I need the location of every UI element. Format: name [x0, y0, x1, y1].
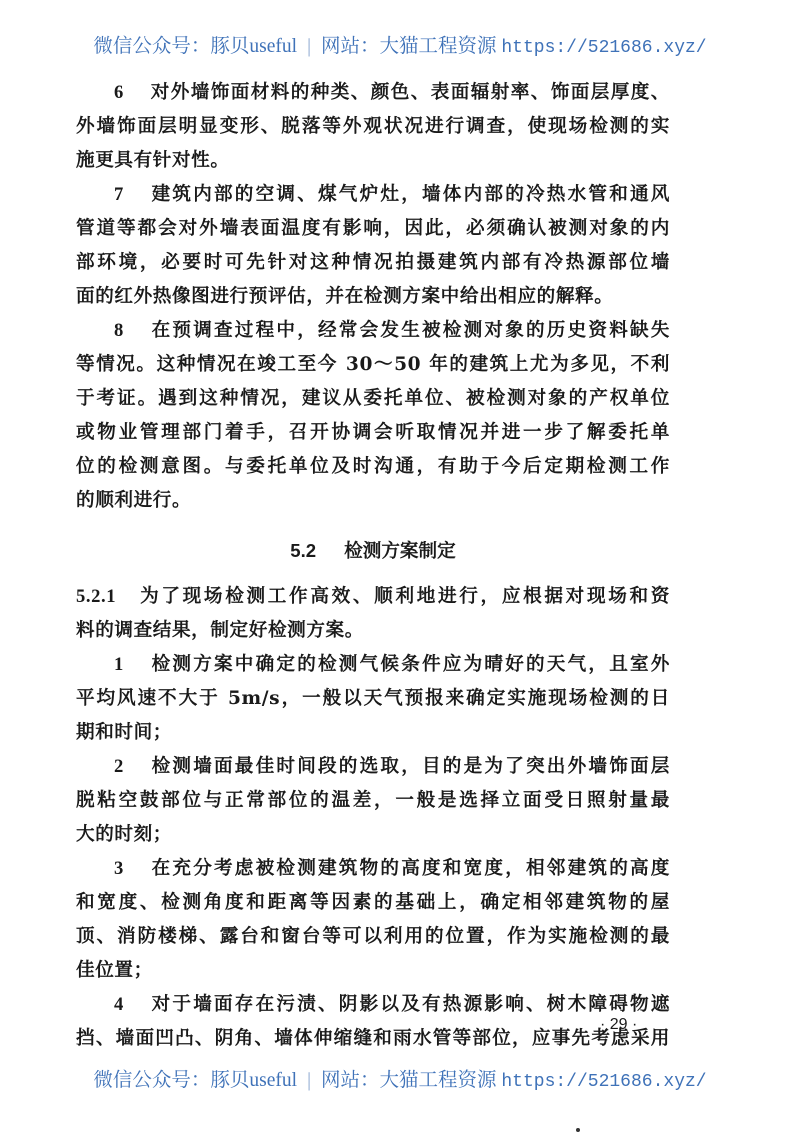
watermark-url[interactable]: https://521686.xyz/ — [501, 38, 707, 58]
scan-artifact-dot — [576, 1128, 580, 1132]
item-text-line: 面的红外热像图进行预评估，并在检测方案中给出相应的解释。 — [76, 286, 614, 307]
item-text-line: 等情况。这种情况在竣工至今 30～50 年的建筑上尤为多见，不利 — [76, 354, 670, 375]
list-item-1 — [76, 648, 670, 750]
watermark-site-label: 网站：大猫工程资源 — [320, 1070, 497, 1091]
watermark-separator: | — [307, 36, 311, 57]
list-item-3 — [76, 852, 670, 988]
watermark-header — [0, 30, 800, 58]
page-number: · 29 · — [600, 1016, 638, 1033]
clause-text-line: 为了现场检测工作高效、顺利地进行，应根据对现场和资 — [138, 586, 670, 607]
item-text-line: 或物业管理部门着手，召开协调会听取情况并进一步了解委托单 — [76, 422, 670, 443]
item-text-line: 平均风速不大于 5m/s，一般以天气预报来确定实施现场检测的日 — [76, 688, 670, 709]
item-number: 7 — [114, 184, 124, 205]
item-text-line: 部环境，必要时可先针对这种情况拍摄建筑内部有冷热源部位墙 — [76, 252, 670, 273]
item-text-line: 和宽度、检测角度和距离等因素的基础上，确定相邻建筑物的屋 — [76, 892, 670, 913]
item-text-line: 建筑内部的空调、煤气炉灶，墙体内部的冷热水管和通风 — [150, 184, 670, 205]
item-text-line: 于考证。遇到这种情况，建议从委托单位、被检测对象的产权单位 — [76, 388, 670, 409]
item-text-line: 挡、墙面凹凸、阴角、墙体伸缩缝和雨水管等部位，应事先考虑采用 — [76, 1028, 670, 1049]
watermark-separator: | — [307, 1070, 311, 1091]
watermark-wechat-text: 微信公众号：豚贝useful — [93, 1070, 298, 1091]
watermark-url[interactable]: https://521686.xyz/ — [501, 1072, 707, 1092]
list-item-2 — [76, 750, 670, 852]
item-number: 6 — [114, 82, 124, 103]
item-number: 4 — [114, 994, 124, 1015]
item-number: 1 — [114, 654, 124, 675]
item-text-line: 在充分考虑被检测建筑物的高度和宽度，相邻建筑的高度 — [150, 858, 670, 879]
item-text-line: 位的检测意图。与委托单位及时沟通，有助于今后定期检测工作 — [76, 456, 670, 477]
item-text-line: 脱粘空鼓部位与正常部位的温差，一般是选择立面受日照射量最 — [76, 790, 670, 811]
clause-5-2-1 — [76, 580, 670, 648]
item-text-line: 顶、消防楼梯、露台和窗台等可以利用的位置，作为实施检测的最 — [76, 926, 670, 947]
item-text-line: 对于墙面存在污渍、阴影以及有热源影响、树木障碍物遮 — [150, 994, 670, 1015]
item-text-line: 对外墙饰面材料的种类、颜色、表面辐射率、饰面层厚度、 — [150, 82, 670, 103]
item-number: 2 — [114, 756, 124, 777]
watermark-site-label: 网站：大猫工程资源 — [320, 36, 497, 57]
section-heading — [76, 526, 670, 576]
item-number: 3 — [114, 858, 124, 879]
item-text-line: 的顺利进行。 — [76, 490, 192, 511]
list-item-8 — [76, 314, 670, 518]
item-text-line: 期和时间； — [76, 722, 172, 743]
document-page — [76, 76, 670, 1056]
clause-number: 5.2.1 — [76, 586, 117, 607]
item-text-line: 检测墙面最佳时间段的选取，目的是为了突出外墙饰面层 — [150, 756, 670, 777]
item-text-line: 在预调查过程中，经常会发生被检测对象的历史资料缺失 — [150, 320, 670, 341]
item-text-line: 管道等都会对外墙表面温度有影响，因此，必须确认被测对象的内 — [76, 218, 670, 239]
item-text-line: 外墙饰面层明显变形、脱落等外观状况进行调查，使现场检测的实 — [76, 116, 670, 137]
item-number: 8 — [114, 320, 124, 341]
section-number: 5.2 — [290, 540, 317, 561]
item-text-line: 检测方案中确定的检测气候条件应为晴好的天气，且室外 — [150, 654, 670, 675]
item-text-line: 施更具有针对性。 — [76, 150, 230, 171]
watermark-footer — [0, 1064, 800, 1092]
clause-text-line: 料的调查结果，制定好检测方案。 — [76, 620, 364, 641]
section-title: 检测方案制定 — [344, 541, 456, 562]
list-item-6 — [76, 76, 670, 178]
list-item-7 — [76, 178, 670, 314]
list-item-4 — [76, 988, 670, 1056]
watermark-wechat-text: 微信公众号：豚贝useful — [93, 36, 298, 57]
item-text-line: 大的时刻； — [76, 824, 172, 845]
item-text-line: 佳位置； — [76, 960, 153, 981]
